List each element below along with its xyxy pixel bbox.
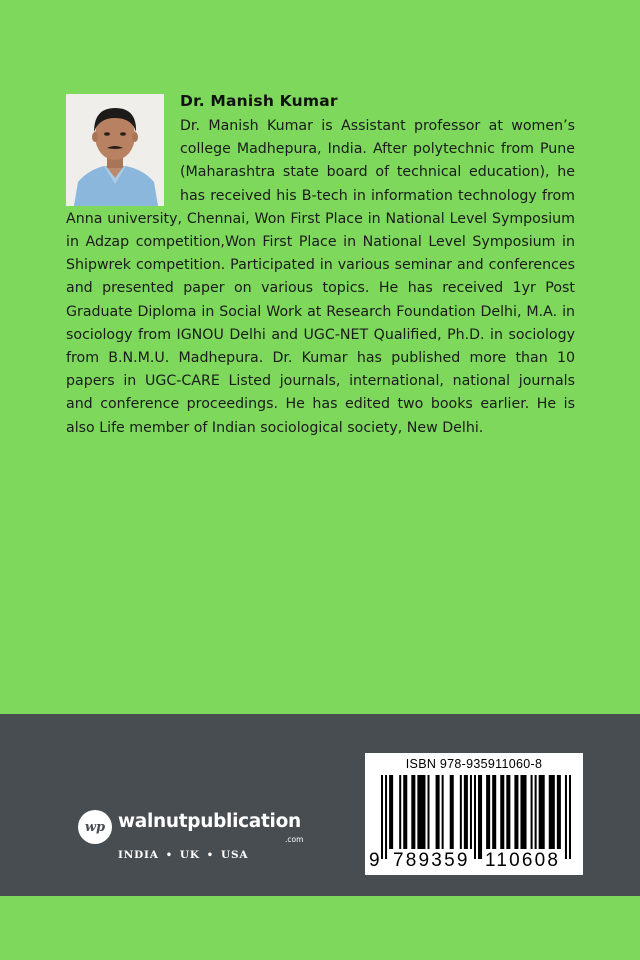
- photo-wrap-spacer: [66, 115, 180, 207]
- barcode-bar: [381, 775, 383, 859]
- author-name: Dr. Manish Kumar: [180, 92, 338, 110]
- publisher-countries: [118, 849, 278, 861]
- barcode-bar: [506, 775, 510, 849]
- country-india: INDIA: [118, 849, 159, 861]
- barcode-digits-left: 789359: [393, 850, 470, 871]
- barcode-bar: [539, 775, 545, 849]
- separator-dot: •: [206, 849, 214, 861]
- barcode-bar: [436, 775, 440, 849]
- barcode-bar: [399, 775, 401, 849]
- barcode-bar: [520, 775, 526, 849]
- barcode-digits-right: 110608: [485, 850, 561, 871]
- isbn-barcode: [365, 753, 583, 875]
- barcode-bar: [427, 775, 429, 849]
- barcode-bars: [381, 775, 571, 859]
- barcode-bar: [464, 775, 468, 849]
- barcode-bar: [417, 775, 425, 849]
- publisher-name: walnutpublication: [118, 811, 301, 832]
- barcode-bar: [385, 775, 387, 859]
- barcode-digit-first: 9: [369, 850, 382, 871]
- barcode-bar: [470, 775, 472, 849]
- barcode-bar: [549, 775, 555, 849]
- publisher-logo-icon: [78, 810, 112, 844]
- barcode-bar: [450, 775, 454, 849]
- barcode-bar: [389, 775, 393, 849]
- publisher-logo-mark: wp: [84, 819, 106, 835]
- barcode-bar: [500, 775, 504, 849]
- author-bio-text: Dr. Manish Kumar is Assistant professor at women’s college Madhepura, India. After polytechnic from Pune (Maharashtra state board of technical education), he has received his B-tech in information technology from Anna university, Chennai, Won First Place in National Level Symposium in Adzap competition,Won First Place in National Level Symposium in Shipwrek competition. Participated in various seminar and conferences and presented paper on various topics. He has received 1yr Post Graduate Diploma in Social Work at Research Foundation Delhi, M.A. in sociology from IGNOU Delhi and UGC-NET Qualified, Ph.D. in sociology from B.N.M.U. Madhepura. Dr. Kumar has published more than 10 papers in UGC-CARE Listed journals, international, national journals and conference proceedings. He has edited two books earlier. He is also Life member of Indian sociological society, New Delhi.: [66, 118, 575, 436]
- barcode-bar: [478, 775, 482, 859]
- barcode-bar: [460, 775, 462, 849]
- barcode-bar: [411, 775, 415, 849]
- country-uk: UK: [179, 849, 200, 861]
- barcode-bar: [565, 775, 567, 859]
- bottom-green-strip: [0, 896, 640, 960]
- barcode-bar: [535, 775, 537, 849]
- barcode-bar: [531, 775, 533, 849]
- publisher-domain-suffix: .com: [285, 835, 304, 844]
- isbn-label: ISBN 978-935911060-8: [405, 757, 543, 771]
- barcode-bar: [514, 775, 518, 849]
- barcode-bar: [569, 775, 571, 859]
- country-usa: USA: [220, 849, 249, 861]
- barcode-bar: [403, 775, 407, 849]
- barcode-bar: [557, 775, 561, 849]
- barcode-bar: [442, 775, 444, 849]
- author-bio: [66, 115, 575, 440]
- barcode-bar: [474, 775, 476, 859]
- separator-dot: •: [165, 849, 173, 861]
- barcode-bar: [492, 775, 496, 849]
- barcode-bar: [486, 775, 490, 849]
